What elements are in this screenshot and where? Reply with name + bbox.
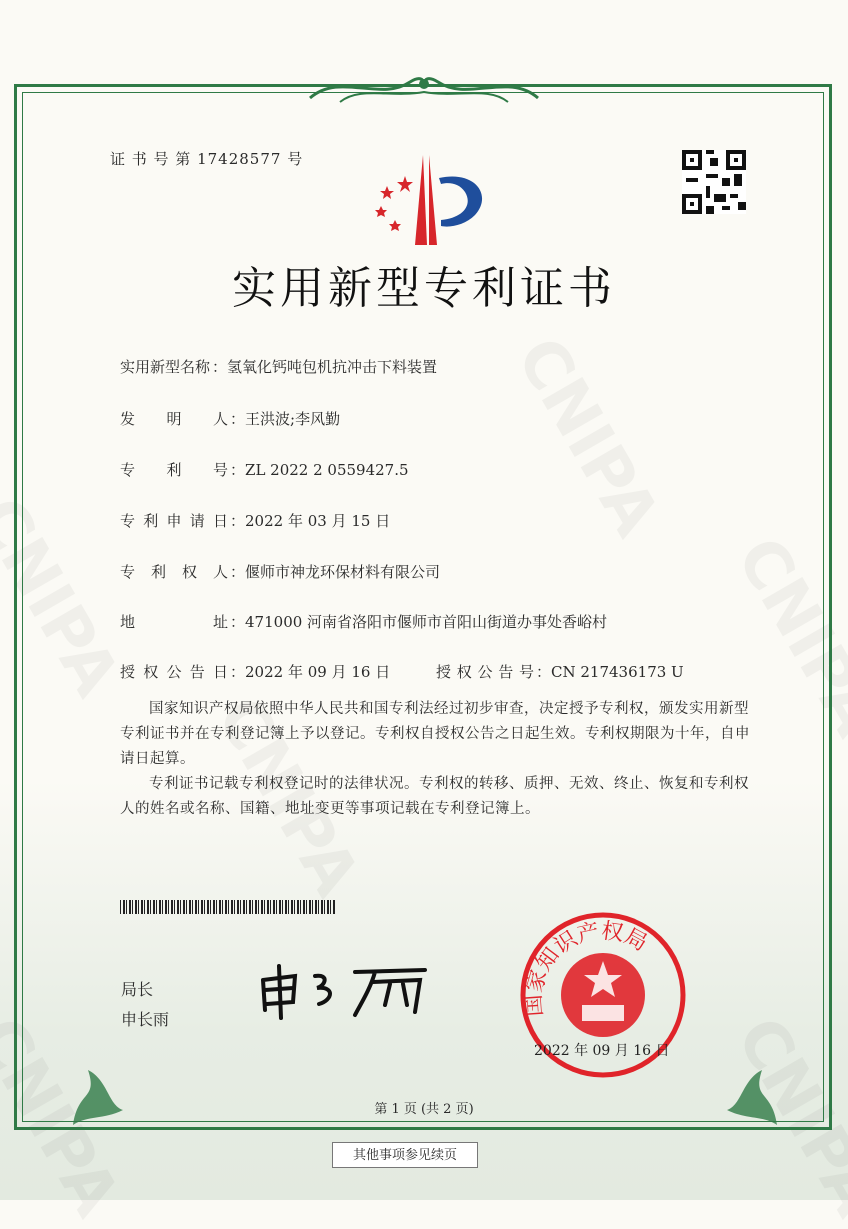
- certificate-number-label: 证 书 号 第: [110, 150, 192, 168]
- field-patentee: 专利权人 ：偃师市神龙环保材料有限公司: [120, 563, 441, 581]
- barcode: [120, 900, 335, 914]
- seal-date: 2022 年 09 月 16 日: [534, 1043, 670, 1059]
- paragraph-grant-statement: 国家知识产权局依照中华人民共和国专利法经过初步审查，决定授予专利权，颁发实用新型专利证书并在专利登记簿上予以登记。专利权自授权公告之日起生效。专利权期限为十年，自申请日起算。: [120, 701, 750, 767]
- director-title: 局长: [121, 980, 154, 999]
- field-patent-number: 专利号 ：ZL 2022 2 0559427.5: [120, 461, 409, 479]
- corner-ornament-icon: [722, 1050, 782, 1130]
- field-label: 授权公告日: [120, 663, 228, 681]
- field-address: 地址 ：471000 河南省洛阳市偃师市首阳山街道办事处香峪村: [120, 613, 608, 631]
- director-name: 申长雨: [121, 1010, 170, 1029]
- field-grant-date: 授权公告日 ：2022 年 09 月 16 日: [120, 663, 391, 681]
- field-value: 王洪波;李风勤: [245, 410, 341, 428]
- top-ornament-icon: [300, 72, 548, 108]
- field-value: CN 217436173 U: [551, 663, 684, 681]
- corner-ornament-icon: [68, 1050, 128, 1130]
- field-value: 2022 年 09 月 16 日: [245, 663, 391, 681]
- field-value: ZL 2022 2 0559427.5: [245, 461, 409, 479]
- certificate-number-value: 17428577: [197, 150, 282, 168]
- page-number: 第 1 页 (共 2 页): [374, 1102, 474, 1117]
- field-label: 地址: [120, 613, 228, 631]
- field-label: 专利权人: [120, 563, 228, 581]
- field-value: 2022 年 03 月 15 日: [245, 512, 391, 530]
- cnipa-logo-icon: [365, 150, 490, 250]
- field-label: 专利申请日: [120, 512, 228, 530]
- field-inventor: 发明人 ：王洪波;李风勤: [120, 410, 341, 428]
- field-label: 实用新型名称: [120, 358, 211, 376]
- field-label: 发明人: [120, 410, 228, 428]
- field-utility-model-name: 实用新型名称 ：氢氧化钙吨包机抗冲击下料装置: [120, 358, 438, 376]
- continuation-note: 其他事项参见续页: [332, 1142, 478, 1168]
- seal-text: 国家知识产权局: [521, 918, 652, 1018]
- field-label: 专利号: [120, 461, 228, 479]
- field-value: 471000 河南省洛阳市偃师市首阳山街道办事处香峪村: [245, 613, 608, 631]
- signature-icon: [255, 960, 435, 1020]
- field-grant-number: 授权公告号 ：CN 217436173 U: [436, 663, 684, 681]
- certificate-number: [110, 148, 303, 169]
- field-label: 授权公告号: [436, 663, 534, 681]
- qr-code-icon: [682, 150, 746, 214]
- certificate-number-suffix: 号: [287, 150, 304, 168]
- certificate-title: 实用新型专利证书: [232, 263, 616, 314]
- field-value: 氢氧化钙吨包机抗冲击下料装置: [227, 358, 438, 376]
- field-value: 偃师市神龙环保材料有限公司: [245, 563, 441, 581]
- field-application-date: 专利申请日 ：2022 年 03 月 15 日: [120, 512, 391, 530]
- paragraph-legal-status: 专利证书记载专利权登记时的法律状况。专利权的转移、质押、无效、终止、恢复和专利权人的姓名或名称、国籍、地址变更等事项记载在专利登记簿上。: [120, 776, 749, 817]
